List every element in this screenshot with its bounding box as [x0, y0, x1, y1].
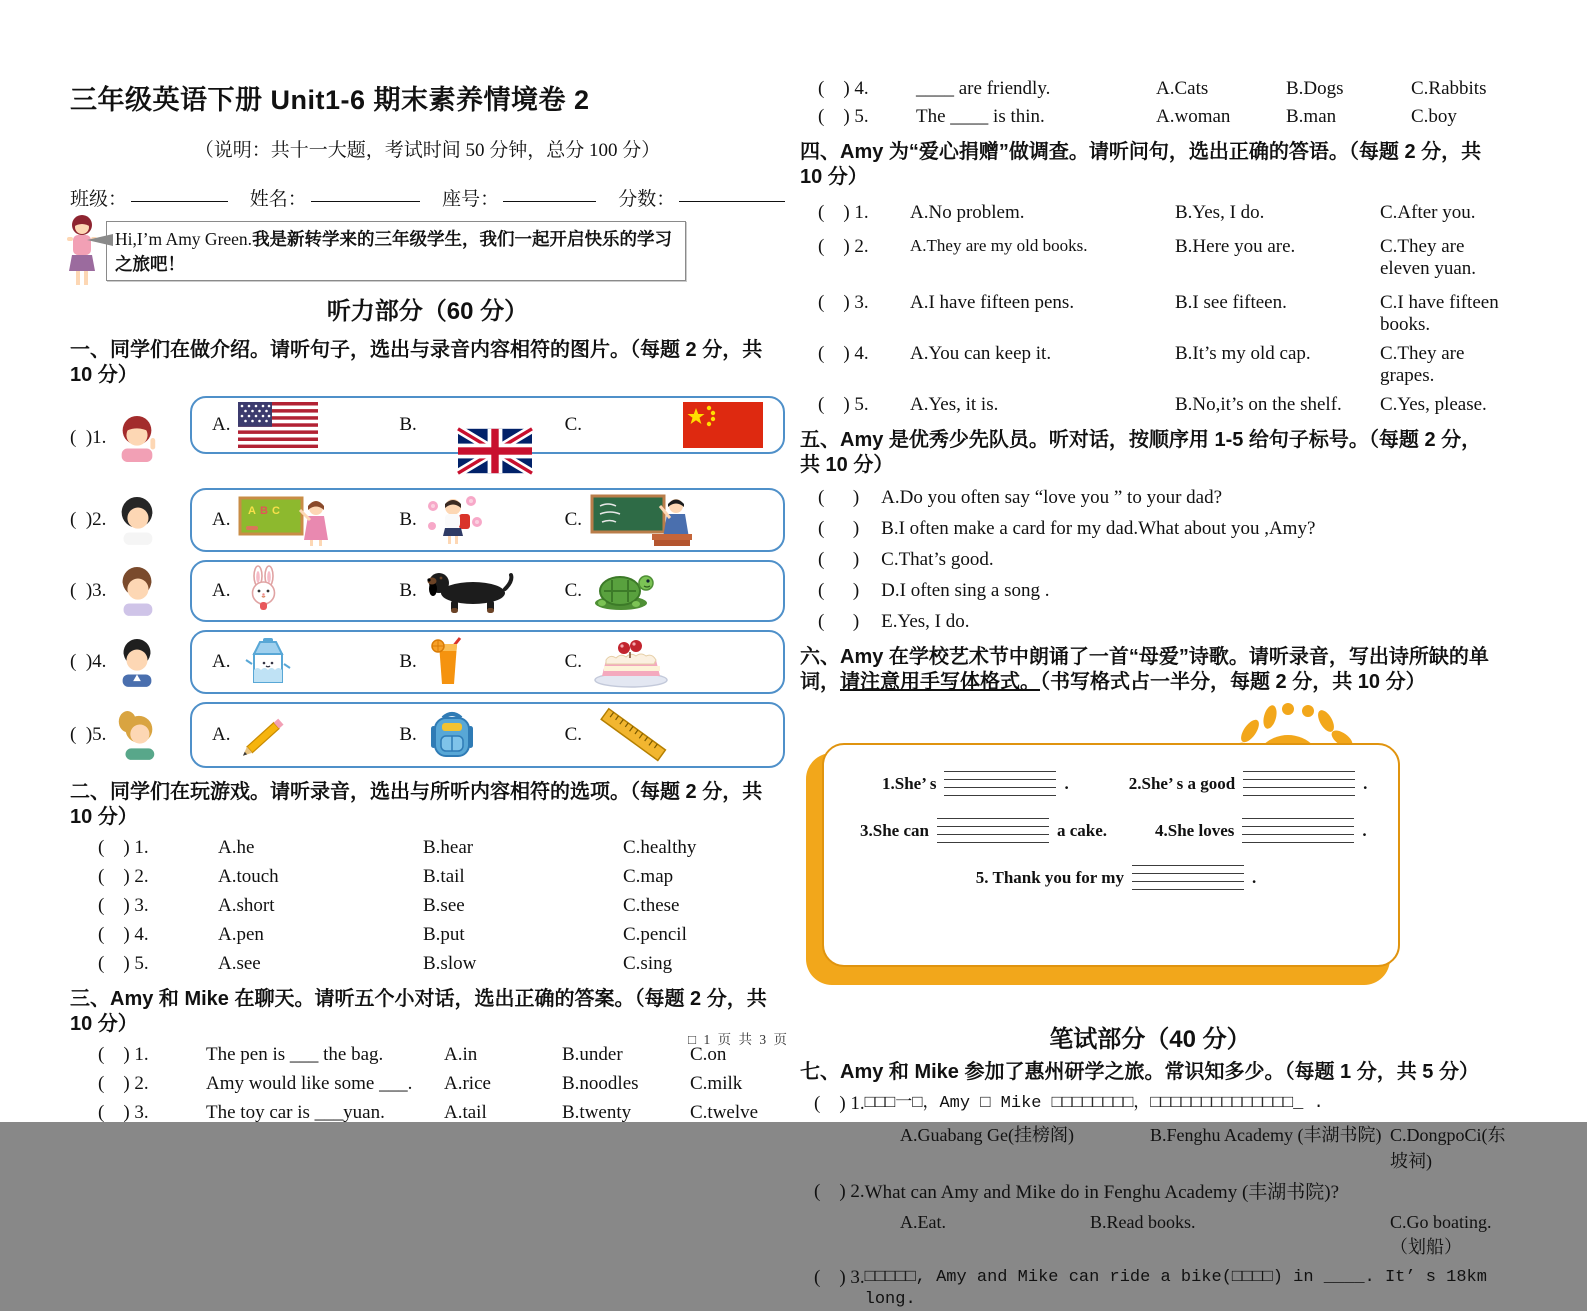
s1-row-2 [70, 488, 785, 552]
poem-blank2-period: . [1363, 773, 1368, 793]
amy-intro [70, 217, 785, 277]
poem-blank3-label: 3.She can [860, 820, 929, 840]
s2-row-2 [70, 866, 785, 888]
s2-q5-number: ( ) 5. [98, 953, 149, 974]
s4-row-4 [800, 343, 1500, 387]
s4-q3-number: ( ) 3. [818, 292, 869, 313]
s3-q4-option-a: A.Cats [1156, 78, 1209, 99]
s1-q4-number: ( )4. [70, 651, 107, 672]
s7-q1-option-a: A.Guabang Ge(挂榜阁) [900, 1125, 1074, 1146]
s6-title-pre: 六、Amy 在学校艺术节中朗诵了一首“母爱”诗歌。请听录音，写出诗所缺的单词， [800, 646, 1489, 693]
poem-card [822, 743, 1400, 967]
s4-q4-option-a: A.You can keep it. [910, 343, 1052, 364]
left-column [70, 78, 785, 1124]
s3-q2-stem: Amy would like some ___. [206, 1073, 413, 1094]
s7-q2-stem: What can Amy and Mike do in Fenghu Academy (丰湖书院)? [864, 1182, 1340, 1204]
s3-q2-number: ( ) 2. [98, 1073, 149, 1094]
s5-d-parens: ( ) [818, 580, 860, 601]
s4-q1-option-a: A.No problem. [910, 202, 1025, 223]
poem-card-zone [800, 741, 1500, 1001]
s3-q1-option-a: A.in [444, 1044, 478, 1065]
s3-q3-option-b: B.twenty [562, 1102, 632, 1123]
section3-title: 三、Amy 和 Mike 在聊天。请听五个小对话，选出正确的答案。（每题 2 分，共 10 分） [70, 988, 767, 1035]
poem-blank3-writing-lines [937, 818, 1049, 843]
s2-q5-option-b: B.slow [423, 953, 477, 974]
class-label: 班级： [70, 189, 128, 210]
s2-q3-option-b: B.see [423, 895, 465, 916]
section4-title: 四、Amy 为“爱心捐赠”做调查。请听问句，选出正确的答语。（每题 2 分，共 10 分） [800, 141, 1482, 188]
svg-text:C: C [272, 505, 281, 517]
s7-item-3 [800, 1267, 1500, 1311]
s3-q4-option-b: B.Dogs [1286, 78, 1344, 99]
s6-title-handwriting-note: 请注意用手写体格式。 [840, 671, 1040, 693]
s2-row-1 [70, 837, 785, 859]
s4-q2-option-a: A.They are my old books. [910, 236, 1088, 255]
seat-blank [503, 184, 596, 202]
svg-text:B: B [260, 505, 269, 517]
s7-q2-option-b: B.Read books. [1090, 1211, 1196, 1232]
orange-juice-icon [425, 636, 471, 688]
s7-item-1 [800, 1093, 1500, 1115]
s2-q4-number: ( ) 4. [98, 924, 149, 945]
s1-q2-option-b-label: B. [399, 509, 417, 530]
s4-q3-option-c: C.I have fifteen books. [1380, 292, 1499, 335]
s1-q5-options [190, 702, 785, 768]
svg-text:A: A [248, 505, 257, 517]
girl-blonde-ponytail-avatar-icon [114, 709, 160, 761]
s2-q2-option-a: A.touch [218, 866, 279, 887]
s7-q3-stem: □□□□□, Amy and Mike can ride a bike(□□□□) in ____. It’ s 18km long. [864, 1267, 1487, 1309]
s7-q2-number: ( ) 2. [814, 1181, 865, 1203]
s5-item-d [800, 580, 1500, 602]
s7-item-2 [800, 1181, 1500, 1206]
girl-with-flowers-icon [425, 494, 485, 546]
s5-e-parens: ( ) [818, 611, 860, 632]
poem-blank2-label: 2.She’ s a good [1128, 773, 1236, 793]
s1-q3-option-c-label: C. [564, 580, 583, 601]
section6-title [800, 645, 1500, 695]
s4-q4-option-c: C.They are grapes. [1380, 343, 1465, 386]
s4-row-2 [800, 236, 1500, 280]
right-column [800, 78, 1506, 1311]
girl-black-hair-avatar-icon [114, 494, 160, 546]
s3-q3-option-c: C.twelve [690, 1102, 759, 1123]
poem-blank2-writing-lines [1243, 771, 1355, 796]
s3-q2-option-a: A.rice [444, 1073, 491, 1094]
s1-q4-option-b-label: B. [399, 651, 417, 672]
s3-row-4 [800, 78, 1500, 100]
speech-english: Hi,I’m Amy Green. [115, 229, 253, 249]
s1-q1-options [190, 396, 785, 454]
exam-note: （说明：共十一大题，考试时间 50 分钟，总分 100 分） [194, 140, 661, 161]
score-label: 分数： [618, 189, 676, 210]
china-flag-icon [683, 402, 763, 448]
s3-row-2 [70, 1073, 785, 1095]
rabbit-icon [238, 566, 290, 616]
s1-row-3 [70, 560, 785, 622]
backpack-icon [425, 708, 479, 762]
s7-q2-option-c: C.Go boating.（划船） [1390, 1211, 1492, 1257]
pencil-icon [238, 710, 294, 760]
s2-q4-option-c: C.pencil [623, 924, 687, 945]
s3-q4-option-c: C.Rabbits [1411, 78, 1487, 99]
s7-q3-number: ( ) 3. [814, 1266, 865, 1288]
s1-row-1 [70, 396, 785, 480]
s4-q2-number: ( ) 2. [818, 236, 869, 257]
woman-teacher-blackboard-icon [238, 494, 334, 546]
s3-q3-option-a: A.tail [444, 1102, 487, 1123]
poem-blank1-label: 1.She’ s [882, 773, 937, 793]
s5-c-parens: ( ) [818, 549, 860, 570]
s2-q1-number: ( ) 1. [98, 837, 149, 858]
s5-a-text: A.Do you often say “love you ” to your dad? [881, 487, 1223, 508]
speech-chinese: 我是新转学来的三年级学生，我们一起开启快乐的学习之旅吧！ [115, 229, 673, 274]
s5-e-text: E.Yes, I do. [881, 611, 970, 632]
s1-q2-option-c-label: C. [564, 509, 583, 530]
s3-q1-number: ( ) 1. [98, 1044, 149, 1065]
speech-bubble [106, 221, 686, 281]
s7-q1-number: ( ) 1. [814, 1093, 865, 1114]
s4-row-3 [800, 292, 1500, 336]
info-fields [70, 184, 785, 211]
s7-q2-option-a: A.Eat. [900, 1211, 946, 1232]
section2-title: 二、同学们在玩游戏。请听录音，选出与所听内容相符的选项。（每题 2 分，共 10 分） [70, 781, 763, 828]
s4-row-5 [800, 394, 1500, 416]
s1-q3-option-b-label: B. [399, 580, 417, 601]
s4-q1-number: ( ) 1. [818, 202, 869, 223]
s1-q4-option-a-label: A. [212, 651, 231, 672]
s1-q1-option-a-label: A. [212, 414, 231, 435]
s3-q1-stem: The pen is ___ the bag. [206, 1044, 384, 1065]
s2-q2-option-c: C.map [623, 866, 674, 887]
s3-q1-option-b: B.under [562, 1044, 623, 1065]
s2-q5-option-c: C.sing [623, 953, 673, 974]
boy-brown-hair-avatar-icon [114, 565, 160, 617]
poem-blank5-label: 5. Thank you for my [975, 867, 1124, 887]
s1-q5-option-b-label: B. [399, 724, 417, 745]
s4-q2-option-b: B.Here you are. [1175, 236, 1296, 257]
s3-q2-option-b: B.noodles [562, 1073, 639, 1094]
s7-q1-stem: □□□一□，Amy □ Mike □□□□□□□□，□□□□□□□□□□□□□□_ . [864, 1094, 1324, 1113]
s2-q3-number: ( ) 3. [98, 895, 149, 916]
s1-row-5 [70, 702, 785, 768]
s3-q4-number: ( ) 4. [818, 78, 869, 99]
s4-q4-number: ( ) 4. [818, 343, 869, 364]
s4-q5-option-b: B.No,it’s on the shelf. [1175, 394, 1342, 415]
s4-row-1 [800, 202, 1500, 224]
us-flag-icon [238, 402, 318, 448]
milk-carton-icon [238, 636, 294, 688]
s3-row-1 [70, 1044, 785, 1066]
written-part-header: 笔试部分（40 分） [1049, 1026, 1251, 1053]
class-blank [131, 184, 228, 202]
s2-q2-option-b: B.tail [423, 866, 465, 887]
s3-row-5 [800, 106, 1500, 128]
poem-blank1-period: . [1064, 773, 1069, 793]
girl-red-bob-avatar-icon [114, 412, 160, 464]
name-label: 姓名： [249, 189, 307, 210]
poem-blank3-suffix: a cake. [1056, 820, 1108, 840]
s1-row-4 [70, 630, 785, 694]
s3-q5-option-a: A.woman [1156, 106, 1231, 127]
score-blank [679, 184, 785, 202]
s3-q5-number: ( ) 5. [818, 106, 869, 127]
s4-q3-option-b: B.I see fifteen. [1175, 292, 1287, 313]
s2-q3-option-a: A.short [218, 895, 275, 916]
s1-q5-option-a-label: A. [212, 724, 231, 745]
s3-q3-number: ( ) 3. [98, 1102, 149, 1123]
page-number-footer: □ 1 页 共 3 页 [688, 1032, 790, 1047]
s2-q4-option-b: B.put [423, 924, 465, 945]
s2-q3-option-c: C.these [623, 895, 680, 916]
s1-q4-option-c-label: C. [564, 651, 583, 672]
s3-q5-option-c: C.boy [1411, 106, 1457, 127]
section7-title: 七、Amy 和 Mike 参加了惠州研学之旅。常识知多少。（每题 1 分，共 5 分） [800, 1061, 1479, 1083]
s1-q1-number: ( )1. [70, 427, 107, 448]
s3-q3-stem: The toy car is ___yuan. [206, 1102, 385, 1123]
s1-q2-option-a-label: A. [212, 509, 231, 530]
section5-title: 五、Amy 是优秀少先队员。听对话，按顺序用 1-5 给句子标号。（每题 2 分，共 10 分） [800, 429, 1482, 476]
s2-q1-option-a: A.he [218, 837, 255, 858]
s7-q1-option-b: B.Fenghu Academy (丰湖书院) [1150, 1125, 1382, 1146]
poem-blank5-period: . [1251, 867, 1257, 887]
s2-row-3 [70, 895, 785, 917]
s4-q2-option-c: C.They are eleven yuan. [1380, 236, 1477, 279]
poem-blank5-writing-lines [1132, 865, 1244, 890]
ruler-icon [590, 709, 676, 761]
poem-blank4-period: . [1362, 820, 1367, 840]
turtle-icon [590, 567, 660, 615]
s5-a-parens: ( ) [818, 487, 860, 508]
s1-q5-number: ( )5. [70, 724, 107, 745]
s7-item-2-options [800, 1212, 1500, 1259]
s7-item-1-options [800, 1121, 1506, 1173]
s1-q1-option-b-label: B. [399, 414, 417, 435]
s5-c-text: C.That’s good. [881, 549, 994, 570]
s2-q1-option-b: B.hear [423, 837, 474, 858]
s5-d-text: D.I often sing a song . [881, 580, 1050, 601]
s3-q5-option-b: B.man [1286, 106, 1337, 127]
s1-q3-number: ( )3. [70, 580, 107, 601]
s4-q3-option-a: A.I have fifteen pens. [910, 292, 1075, 313]
s2-q2-number: ( ) 2. [98, 866, 149, 887]
s2-row-5 [70, 953, 785, 975]
s1-q2-options [190, 488, 785, 552]
s1-q2-number: ( )2. [70, 509, 107, 530]
s4-q4-option-b: B.It’s my old cap. [1175, 343, 1311, 364]
s5-item-e [800, 611, 1500, 633]
s1-q1-option-c-label: C. [564, 414, 583, 435]
man-teacher-blackboard-icon [590, 494, 694, 546]
s2-q5-option-a: A.see [218, 953, 261, 974]
s5-item-c [800, 549, 1500, 571]
poem-blank4-label: 4.She loves [1155, 820, 1235, 840]
poem-blank1-writing-lines [944, 771, 1056, 796]
seat-label: 座号： [442, 189, 500, 210]
s5-item-b [800, 518, 1500, 540]
s4-q5-number: ( ) 5. [818, 394, 869, 415]
s4-q1-option-b: B.Yes, I do. [1175, 202, 1265, 223]
s4-q5-option-c: C.Yes, please. [1380, 394, 1487, 415]
poem-blank4-writing-lines [1242, 818, 1354, 843]
boy-black-hair-avatar-icon [114, 636, 160, 688]
s4-q5-option-a: A.Yes, it is. [910, 394, 999, 415]
s3-row-3 [70, 1102, 785, 1124]
s6-title-post: （书写格式占一半分，每题 2 分，共 10 分） [1040, 671, 1426, 693]
s3-q2-option-c: C.milk [690, 1073, 743, 1094]
s2-q1-option-c: C.healthy [623, 837, 697, 858]
page-title: 三年级英语下册 Unit1-6 期末素养情境卷 2 [70, 85, 590, 115]
amy-avatar [64, 213, 100, 291]
s2-q4-option-a: A.pen [218, 924, 264, 945]
s5-item-a [800, 487, 1500, 509]
s1-q3-options [190, 560, 785, 622]
s1-q3-option-a-label: A. [212, 580, 231, 601]
s3-q5-stem: The ____ is thin. [916, 106, 1045, 127]
section1-title: 一、同学们在做介绍。请听句子，选出与录音内容相符的图片。（每题 2 分，共 10 分） [70, 339, 763, 386]
s5-b-parens: ( ) [818, 518, 860, 539]
uk-flag-icon [458, 428, 532, 474]
s2-row-4 [70, 924, 785, 946]
listening-part-header: 听力部分（60 分） [326, 298, 529, 325]
dog-icon [425, 567, 517, 615]
cake-icon [590, 636, 672, 688]
s4-q1-option-c: C.After you. [1380, 202, 1476, 223]
s1-q5-option-c-label: C. [564, 724, 583, 745]
s3-q1-option-c: C.on [690, 1044, 727, 1065]
s5-b-text: B.I often make a card for my dad.What about you ,Amy? [881, 518, 1316, 539]
s7-q1-option-c: C.DongpoCi(东坡祠) [1390, 1125, 1506, 1172]
name-blank [311, 184, 420, 202]
s1-q4-options [190, 630, 785, 694]
s3-q4-stem: ____ are friendly. [916, 78, 1051, 99]
